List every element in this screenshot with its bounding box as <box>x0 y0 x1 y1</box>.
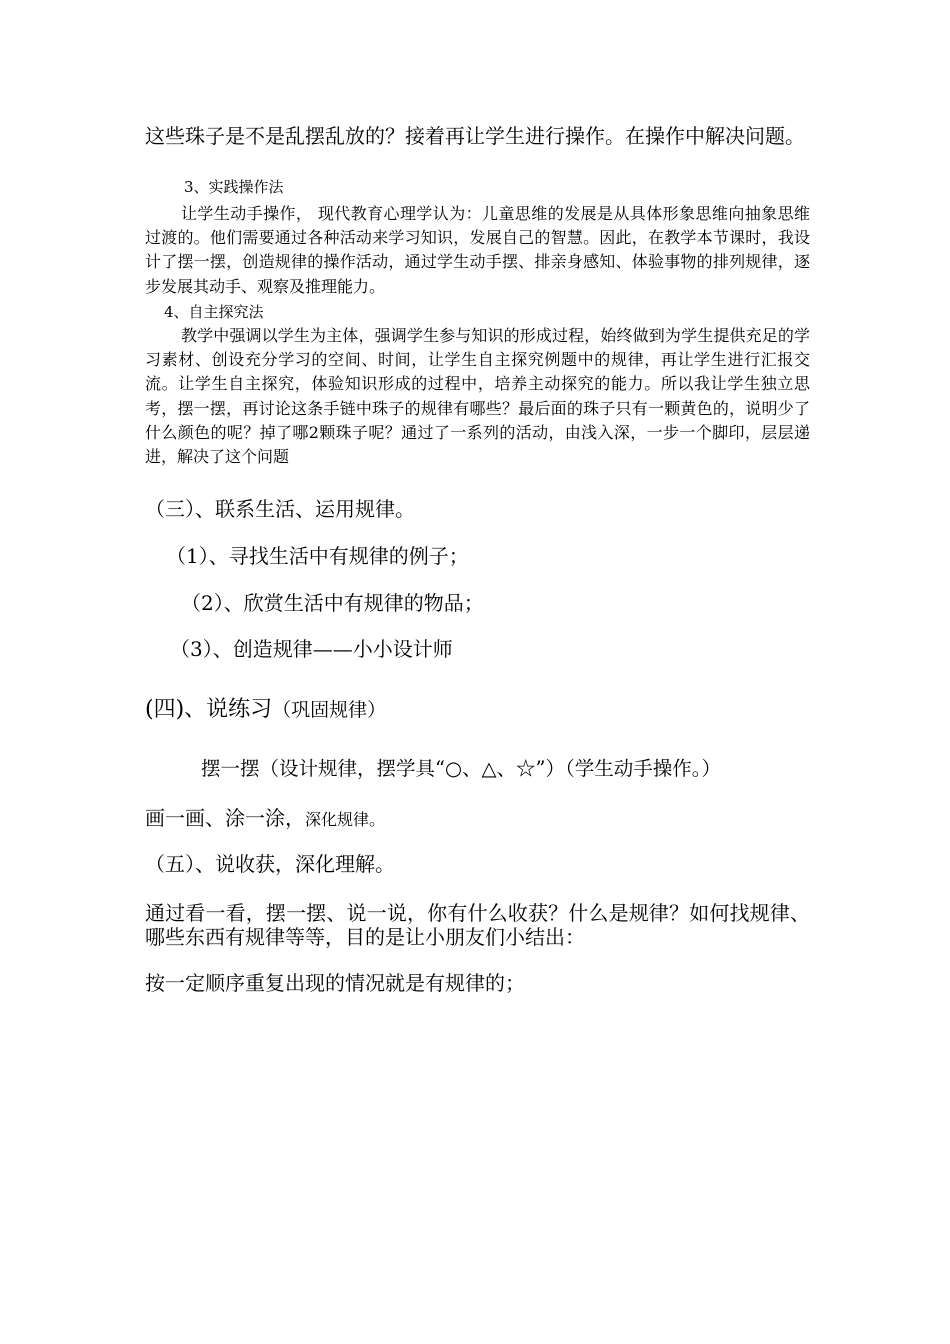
method4-heading: 4、自主探究法 <box>164 303 264 321</box>
section3-item-2: （2）、欣赏生活中有规律的物品； <box>181 591 484 615</box>
section3-item-1: （1）、寻找生活中有规律的例子； <box>166 544 469 568</box>
section4-line-1: 摆一摆（设计规律，摆学具“○、△、☆”）（学生动手操作。） <box>201 757 721 780</box>
section4-heading <box>145 697 810 723</box>
intro-paragraph: 这些珠子是不是乱摆乱放的？接着再让学生进行操作。在操作中解决问题。 <box>145 124 805 148</box>
section4-heading-sub: （巩固规律） <box>272 699 387 721</box>
section4-line-2-sub: 深化规律。 <box>305 810 386 829</box>
section5-paragraph: 通过看一看，摆一摆、说一说，你有什么收获？什么是规律？如何找规律、哪些东西有规律等等，目的是让小朋友们小结出： <box>145 901 810 949</box>
section4-line-2-main: 画一画、涂一涂， <box>145 806 305 830</box>
section5-heading: （五）、说收获，深化理解。 <box>145 852 395 876</box>
section4-line-2 <box>145 806 810 832</box>
method3-paragraph: 让学生动手操作， 现代教育心理学认为：儿童思维的发展是从具体形象思维向抽象思维过渡的。他们需要通过各种活动来学习知识，发展自己的智慧。因此，在教学本节课时，我设计了摆一摆，创造规律的操作活动，通过学生动手摆、排亲身感知、体验事物的排列规律，逐步发展其动手、观察及推理能力。 <box>145 204 810 296</box>
section3-heading: （三）、联系生活、运用规律。 <box>145 497 415 521</box>
section5-conclusion: 按一定顺序重复出现的情况就是有规律的； <box>145 971 525 995</box>
section3-item-3: （3）、创造规律——小小设计师 <box>170 637 453 661</box>
section4-heading-main: (四)、说练习 <box>145 697 273 722</box>
method3-heading: 3、实践操作法 <box>184 178 284 196</box>
method4-paragraph: 教学中强调以学生为主体，强调学生参与知识的形成过程，始终做到为学生提供充足的学习素材、创设充分学习的空间、时间，让学生自主探究例题中的规律，再让学生进行汇报交流。让学生自主探究，体验知识形成的过程中，培养主动探究的能力。所以我让学生独立思考，摆一摆，再讨论这条手链中珠子的规律有哪些？最后面的珠子只有一颗黄色的，说明少了什么颜色的呢？掉了哪2颗珠子呢？通过了一系列的活动，由浅入深，一步一个脚印，层层递进，解决了这个问题 <box>145 326 810 467</box>
